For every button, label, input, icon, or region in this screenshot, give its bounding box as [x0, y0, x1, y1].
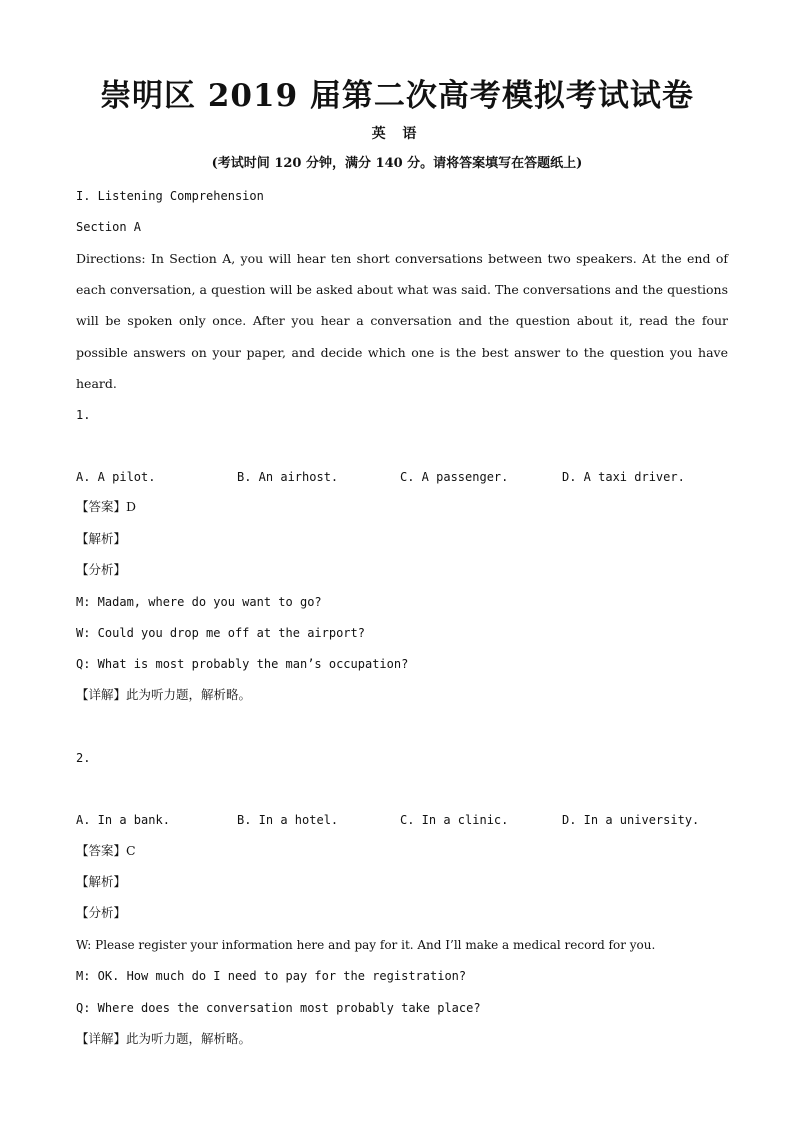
option-c: C. In a clinic. — [400, 813, 509, 827]
transcript-line: W: Could you drop me off at the airport? — [76, 626, 365, 640]
detail-label: 【详解】此为听力题，解析略。 — [76, 687, 252, 702]
exam-note: (考试时间 120 分钟，满分 140 分。请将答案填写在答题纸上) — [211, 156, 583, 171]
breakdown-label: 【分析】 — [76, 562, 127, 577]
transcript-line: M: Madam, where do you want to go? — [76, 595, 322, 609]
transcript-line: Q: Where does the conversation most probably take place? — [76, 1001, 481, 1015]
detail-label: 【详解】此为听力题，解析略。 — [76, 1031, 252, 1046]
page-title: 崇明区 2019 届第二次高考模拟考试试卷 — [100, 78, 694, 114]
analysis-label: 【解析】 — [76, 531, 127, 546]
option-a: A. A pilot. — [76, 470, 156, 484]
transcript-line: Q: What is most probably the man’s occupation? — [76, 657, 409, 671]
section-heading: Section A — [76, 220, 142, 234]
transcript-line: W: Please register your information here and pay for it. And I’ll make a medical record for you. — [76, 938, 656, 952]
option-c: C. A passenger. — [400, 470, 509, 484]
answer-label: 【答案】C — [76, 843, 136, 858]
analysis-label: 【解析】 — [76, 874, 127, 889]
option-b: B. In a hotel. — [237, 813, 339, 827]
option-d: D. In a university. — [562, 813, 700, 827]
transcript-line: M: OK. How much do I need to pay for the registration? — [76, 969, 467, 983]
subject-label: 英 语 — [371, 126, 423, 142]
breakdown-label: 【分析】 — [76, 905, 127, 920]
directions-text: Directions: In Section A, you will hear ten short conversations between two speakers. At the end of each conversation, a question will be asked about what was said. The conversations and the questions will be spoken only once. After you hear a conversation and the question about it, read the four possible answers on your paper, and decide which one is the best answer to the question you have heard. — [76, 251, 728, 391]
question-number: 2. — [76, 751, 91, 765]
option-b: B. An airhost. — [237, 470, 339, 484]
option-d: D. A taxi driver. — [562, 470, 685, 484]
option-a: A. In a bank. — [76, 813, 170, 827]
answer-label: 【答案】D — [76, 499, 137, 514]
part-heading: I. Listening Comprehension — [76, 189, 264, 203]
question-number: 1. — [76, 408, 91, 422]
